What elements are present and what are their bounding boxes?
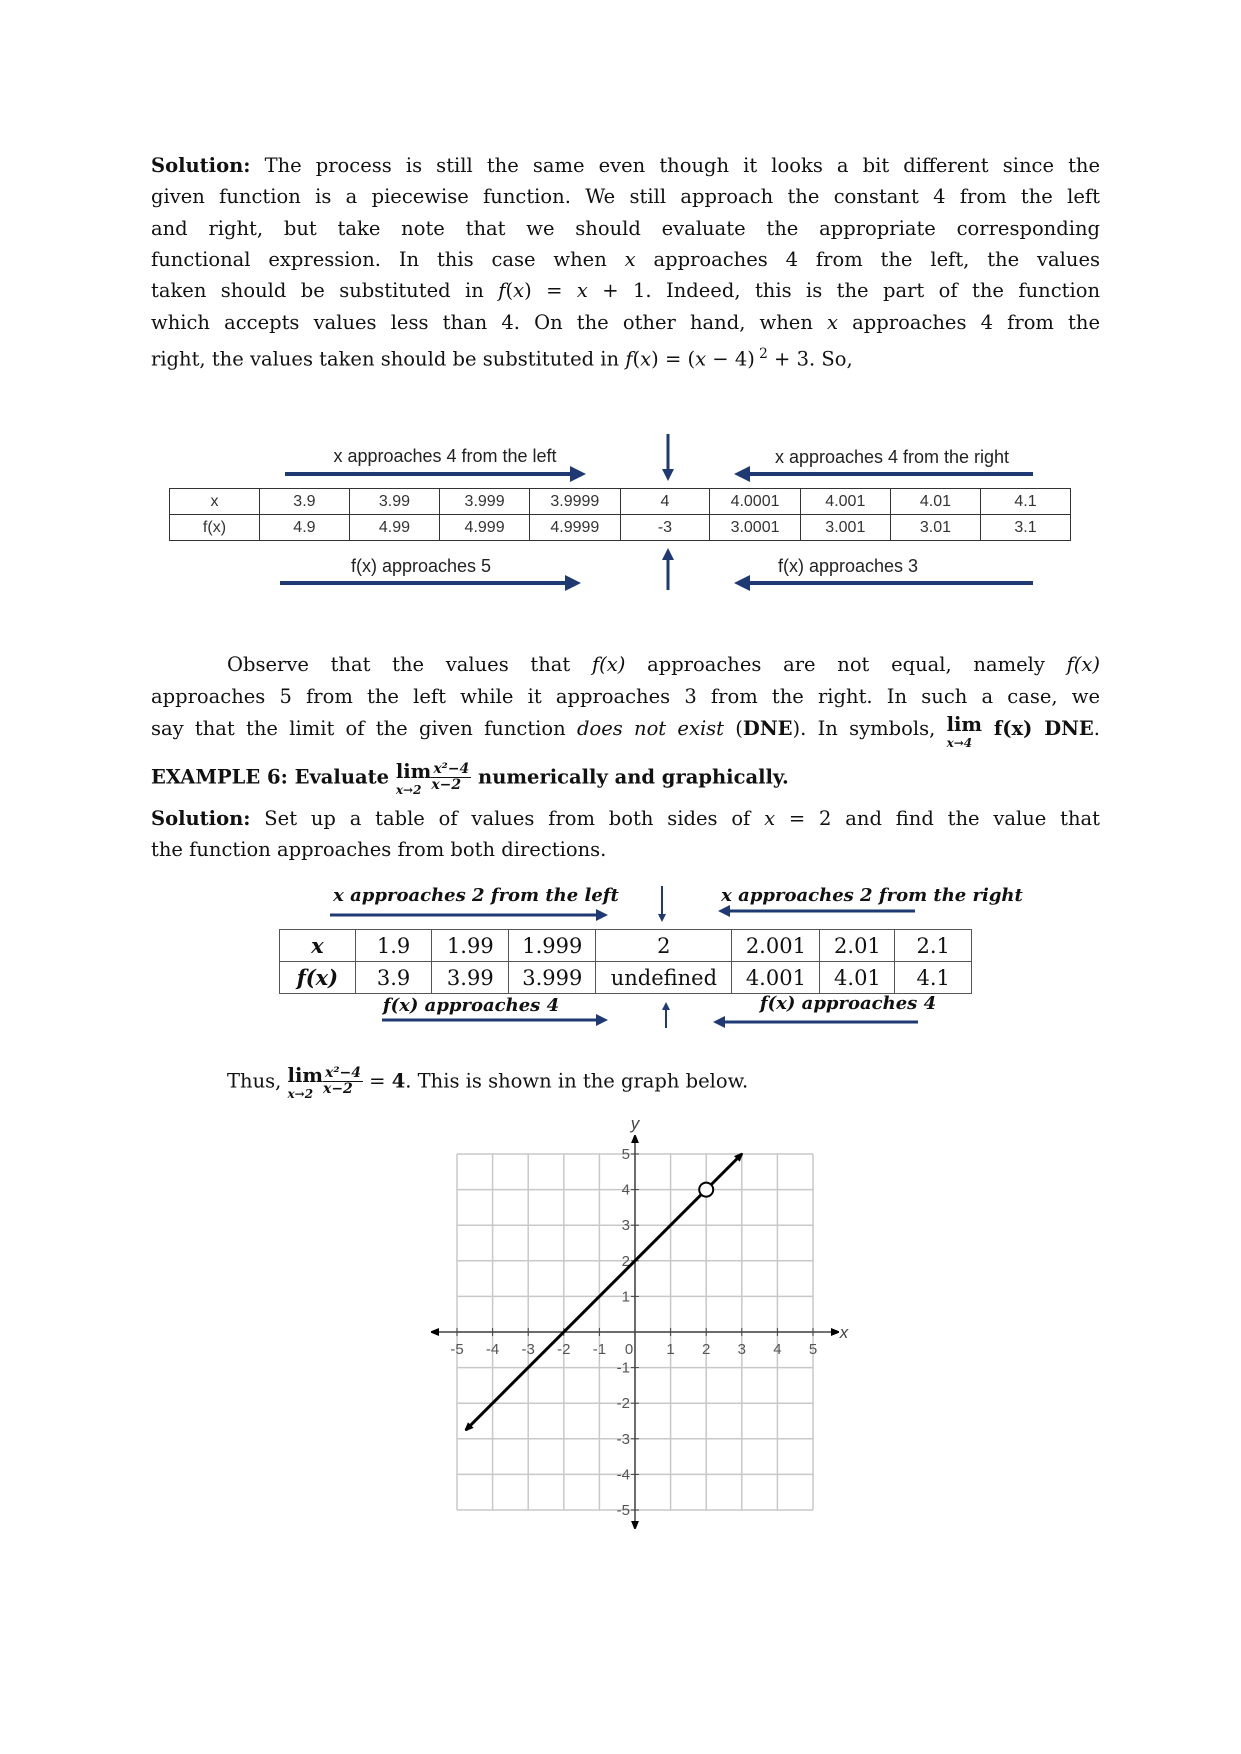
table-cell: 4.01 — [890, 489, 980, 515]
table-cell: 3.99 — [349, 489, 439, 515]
text: numerically and graphically. — [471, 765, 789, 789]
table-cell: 4.1 — [981, 489, 1071, 515]
text: which accepts values less than 4. On the other hand, when — [151, 310, 828, 334]
table-cell: undefined — [596, 962, 732, 994]
table1-bottom-right-label: f(x) approaches 3 — [777, 556, 919, 576]
text: f — [498, 279, 506, 303]
table2-bottom-left-label: f(x) approaches 4 — [382, 995, 560, 1016]
text: = 2 and find the value that — [775, 807, 1100, 830]
lim-text: lim — [946, 713, 983, 736]
observe-line-2: approaches 5 from the left while it approaches 3 from the right. In such a case, we — [151, 685, 1100, 708]
text: taken should be substituted in — [151, 279, 499, 303]
x-tick-label: 5 — [808, 1341, 818, 1358]
table-cell: 1.9 — [355, 930, 432, 962]
table-cell: 4.01 — [820, 962, 895, 994]
x-tick-label: -1 — [592, 1341, 607, 1358]
text: functional expression. In this case when — [151, 247, 625, 271]
lim-text: lim — [395, 760, 432, 783]
table-cell: 4.9999 — [530, 515, 620, 541]
row-header: f(x) — [170, 515, 260, 541]
graph — [432, 1114, 849, 1528]
x-tick-label: 2 — [702, 1341, 711, 1358]
text: f — [625, 347, 633, 371]
text: + 3. So, — [767, 347, 853, 371]
text: f(x) DNE — [982, 717, 1094, 740]
x-tick-label: -5 — [450, 1341, 464, 1358]
text: f(x) — [1066, 653, 1100, 676]
text: Thus, — [227, 1069, 288, 1093]
text: ( — [505, 279, 514, 303]
table-cell: 4 — [620, 489, 710, 515]
table-cell: 2.1 — [895, 930, 972, 962]
text: x — [640, 347, 652, 371]
y-tick-label: 3 — [621, 1217, 630, 1235]
y-tick-label: -1 — [616, 1359, 630, 1377]
table-cell: 4.1 — [895, 962, 972, 994]
text: and right, but take note that we should evaluate the appropriate corresponding — [151, 216, 1100, 240]
denominator: x−2 — [322, 1081, 353, 1098]
x-tick-label: 1 — [666, 1341, 675, 1358]
table-cell: 4.99 — [349, 515, 439, 541]
text: x — [513, 279, 525, 303]
table-cell: 4.0001 — [710, 489, 800, 515]
table-cell: 3.0001 — [710, 515, 800, 541]
text: x — [624, 247, 636, 271]
table1-bottom-left-label: f(x) approaches 5 — [350, 556, 492, 576]
y-tick-label: 1 — [621, 1288, 630, 1306]
lim-text: lim — [287, 1064, 323, 1087]
text: ( — [724, 717, 743, 740]
table-cell: 2.001 — [732, 930, 820, 962]
table-cell: 1.99 — [432, 930, 509, 962]
table-cell: 1.999 — [509, 930, 596, 962]
y-tick-label: 2 — [621, 1252, 630, 1270]
lim-subscript: x→4 — [946, 735, 973, 750]
table-cell: 3.999 — [509, 962, 596, 994]
table-cell: 4.001 — [800, 489, 890, 515]
table2-bottom-right-label: f(x) approaches 4 — [759, 993, 937, 1014]
x-tick-label: -4 — [485, 1341, 500, 1358]
text: + 1. Indeed, this is the part of the function — [587, 279, 1101, 303]
text: say that the limit of the given function — [151, 717, 577, 740]
table-cell: 2.01 — [820, 930, 895, 962]
table2-top-right-label: x approaches 2 from the right — [721, 885, 1023, 906]
table-cell: -3 — [620, 515, 710, 541]
text: ) = — [524, 279, 577, 303]
text: Observe that the values that — [227, 653, 592, 676]
text: = — [362, 1069, 392, 1093]
text: does not exist — [576, 717, 725, 740]
table-cell: 3.999 — [439, 489, 529, 515]
numerator: x²−4 — [324, 1065, 361, 1081]
x-tick-label: 4 — [773, 1341, 782, 1358]
function-line — [466, 1154, 742, 1430]
table-cell: 3.1 — [981, 515, 1071, 541]
text: x — [695, 347, 707, 371]
lim-subscript: x→2 — [287, 1086, 314, 1101]
row-header: x — [280, 930, 356, 962]
y-axis-label: y — [630, 1114, 640, 1134]
text: − 4) — [706, 347, 755, 371]
text: Set up a table of values from both sides of — [250, 807, 765, 830]
text: x — [827, 310, 839, 334]
x-tick-label: -2 — [557, 1341, 571, 1358]
text: 4 — [391, 1069, 406, 1093]
x-tick-label: -3 — [521, 1341, 535, 1358]
text: ) = ( — [651, 347, 696, 371]
text: DNE — [742, 717, 793, 740]
text: . — [1093, 717, 1100, 740]
text: approaches are not equal, namely — [625, 653, 1067, 676]
x-tick-label: 0 — [624, 1341, 634, 1358]
text: EXAMPLE 6: Evaluate — [151, 765, 396, 789]
text: 2 — [754, 345, 768, 362]
x-tick-label: 3 — [737, 1341, 746, 1358]
table1-top-right-label: x approaches 4 from the right — [774, 447, 1010, 467]
text: approaches 4 from the — [838, 310, 1100, 334]
text: given function is a piecewise function. We still approach the constant 4 from the left — [151, 185, 1100, 209]
table-cell: 4.001 — [732, 962, 820, 994]
open-point-hole — [699, 1183, 713, 1197]
numerator: x²−4 — [433, 761, 470, 777]
table-cell: 3.9999 — [530, 489, 620, 515]
text: x — [576, 279, 588, 303]
table1-top-left-label: x approaches 4 from the left — [333, 446, 557, 466]
row-header: x — [170, 489, 260, 515]
table-cell: 2 — [596, 930, 732, 962]
text: approaches 4 from the left, the values — [635, 247, 1100, 271]
table-cell: 3.99 — [432, 962, 509, 994]
text: f(x) — [591, 653, 626, 676]
y-tick-label: -5 — [616, 1502, 630, 1519]
text: The process is still the same even though it looks a bit different since the — [250, 154, 1100, 177]
table-cell: 3.01 — [890, 515, 980, 541]
row-header: f(x) — [280, 962, 356, 994]
denominator: x−2 — [431, 777, 462, 794]
text: . This is shown in the graph below. — [405, 1069, 749, 1093]
table-cell: 4.9 — [259, 515, 349, 541]
text: ( — [632, 347, 641, 371]
table-cell: 3.001 — [800, 515, 890, 541]
y-tick-label: 4 — [621, 1181, 630, 1199]
table-cell: 3.9 — [259, 489, 349, 515]
y-tick-label: 5 — [621, 1146, 630, 1163]
table2-top-left-label: x approaches 2 from the left — [333, 885, 619, 906]
text: x — [764, 807, 776, 830]
y-tick-label: -4 — [616, 1466, 630, 1484]
y-tick-label: -3 — [616, 1430, 630, 1448]
lim-subscript: x→2 — [395, 782, 422, 797]
text: ). In symbols, — [792, 717, 947, 740]
text: Solution: — [151, 154, 251, 177]
table-cell: 4.999 — [439, 515, 529, 541]
table-cell: 3.9 — [355, 962, 432, 994]
y-tick-label: -2 — [616, 1395, 630, 1413]
x-axis-label: x — [839, 1323, 849, 1342]
text: right, the values taken should be substituted in — [151, 347, 626, 371]
solution2-line-2: the function approaches from both directions. — [151, 838, 607, 861]
text: Solution: — [151, 807, 251, 830]
